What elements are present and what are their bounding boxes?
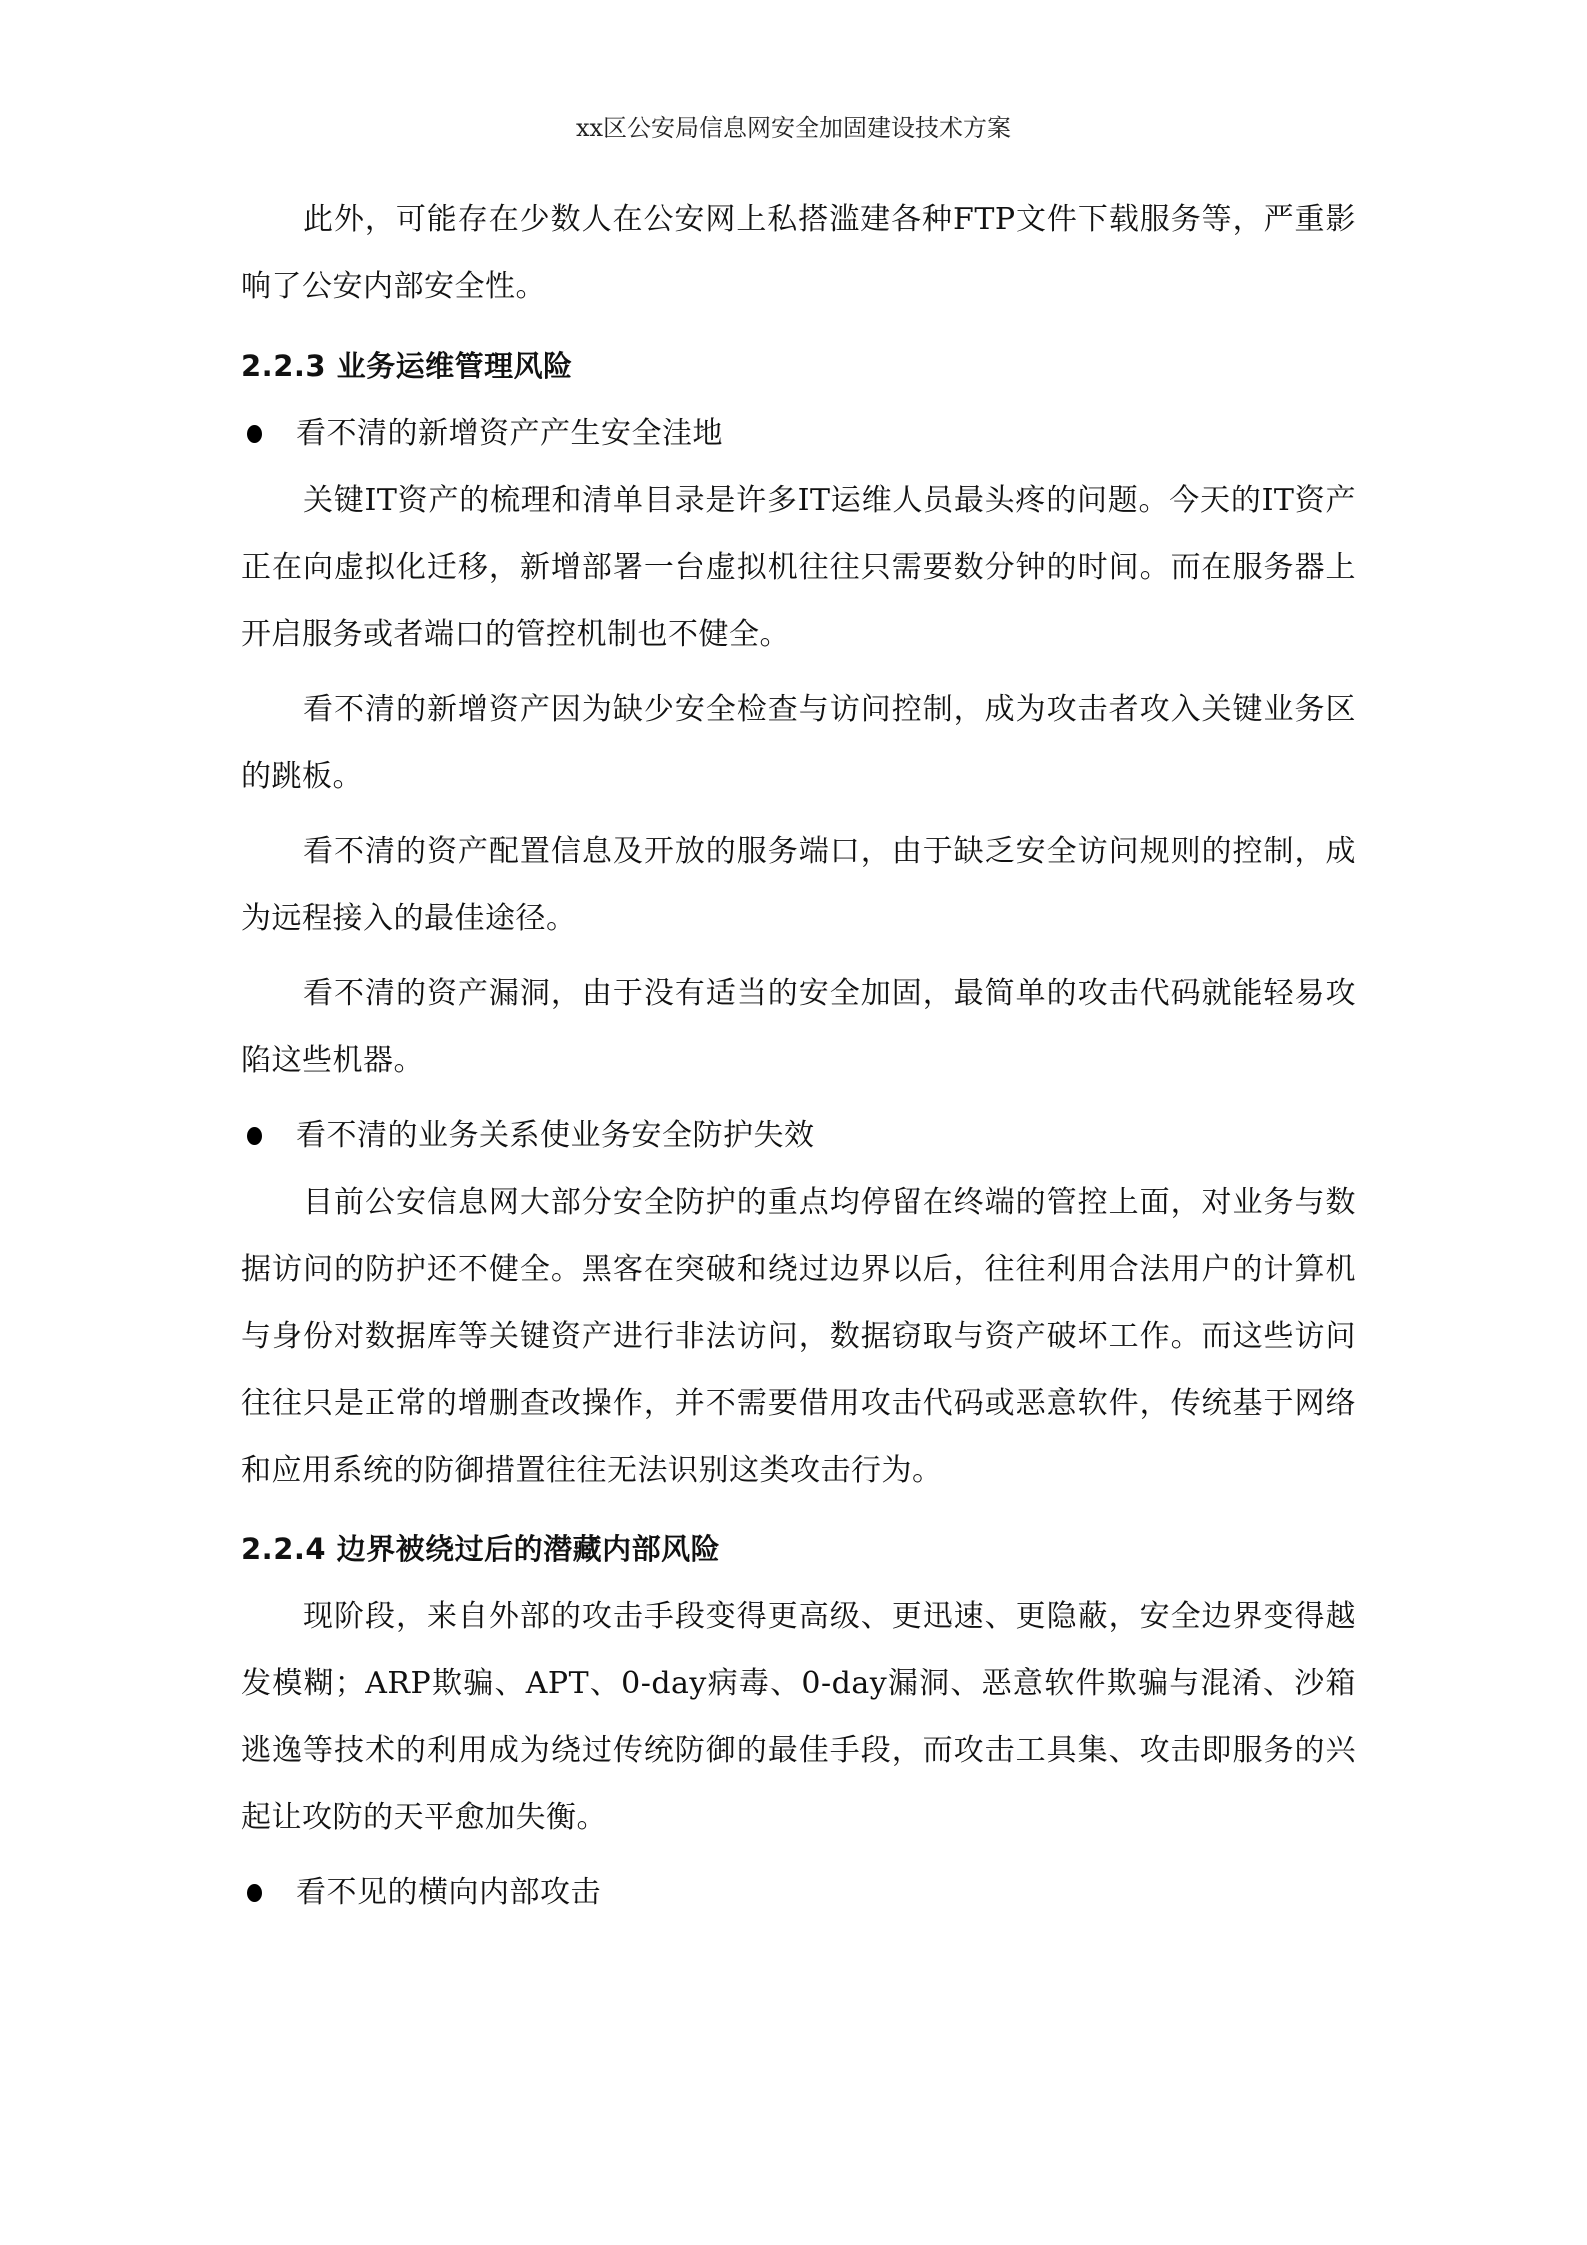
body-paragraph: 关键IT资产的梳理和清单目录是许多IT运维人员最头疼的问题。今天的IT资产正在向虚拟化迁移，新增部署一台虚拟机往往只需要数分钟的时间。而在服务器上开启服务或者端口的管控机制也不健全。: [241, 483, 1356, 652]
bullet-item: [241, 1102, 1356, 1169]
intro-paragraph: 此外，可能存在少数人在公安网上私搭滥建各种FTP文件下载服务等，严重影响了公安内部安全性。: [241, 202, 1356, 304]
body-paragraph: 看不清的资产配置信息及开放的服务端口，由于缺乏安全访问规则的控制，成为远程接入的最佳途径。: [241, 834, 1356, 936]
document-title: xx区公安局信息网安全加固建设技术方案: [575, 114, 1012, 142]
body-paragraph: 目前公安信息网大部分安全防护的重点均停留在终端的管控上面，对业务与数据访问的防护还不健全。黑客在突破和绕过边界以后，往往利用合法用户的计算机与身份对数据库等关键资产进行非法访问，数据窃取与资产破坏工作。而这些访问往往只是正常的增删查改操作，并不需要借用攻击代码或恶意软件，传统基于网络和应用系统的防御措置往往无法识别这类攻击行为。: [241, 1185, 1356, 1488]
bullet-text: 看不清的业务关系使业务安全防护失效: [296, 1118, 815, 1153]
bullet-dot-icon: [247, 1884, 262, 1902]
bullet-dot-icon: [247, 425, 262, 443]
body-paragraph: 看不清的资产漏洞，由于没有适当的安全加固，最简单的攻击代码就能轻易攻陷这些机器。: [241, 976, 1356, 1078]
document-body: [241, 186, 1356, 1926]
body-paragraph: 看不清的新增资产因为缺少安全检查与访问控制，成为攻击者攻入关键业务区的跳板。: [241, 692, 1356, 794]
bullet-item: [241, 1859, 1356, 1926]
section-heading-2-2-3: 2.2.3 业务运维管理风险: [241, 349, 573, 383]
body-paragraph: 现阶段，来自外部的攻击手段变得更高级、更迅速、更隐蔽，安全边界变得越发模糊；ARP欺骗、APT、0-day病毒、0-day漏洞、恶意软件欺骗与混淆、沙箱逃逸等技术的利用成为绕过传统防御的最佳手段，而攻击工具集、攻击即服务的兴起让攻防的天平愈加失衡。: [241, 1599, 1356, 1835]
bullet-text: 看不见的横向内部攻击: [296, 1875, 601, 1910]
bullet-dot-icon: [247, 1127, 262, 1145]
section-heading-2-2-4: 2.2.4 边界被绕过后的潜藏内部风险: [241, 1532, 721, 1566]
bullet-text: 看不清的新增资产产生安全洼地: [296, 416, 723, 451]
page-header: [0, 112, 1587, 144]
bullet-item: [241, 400, 1356, 467]
